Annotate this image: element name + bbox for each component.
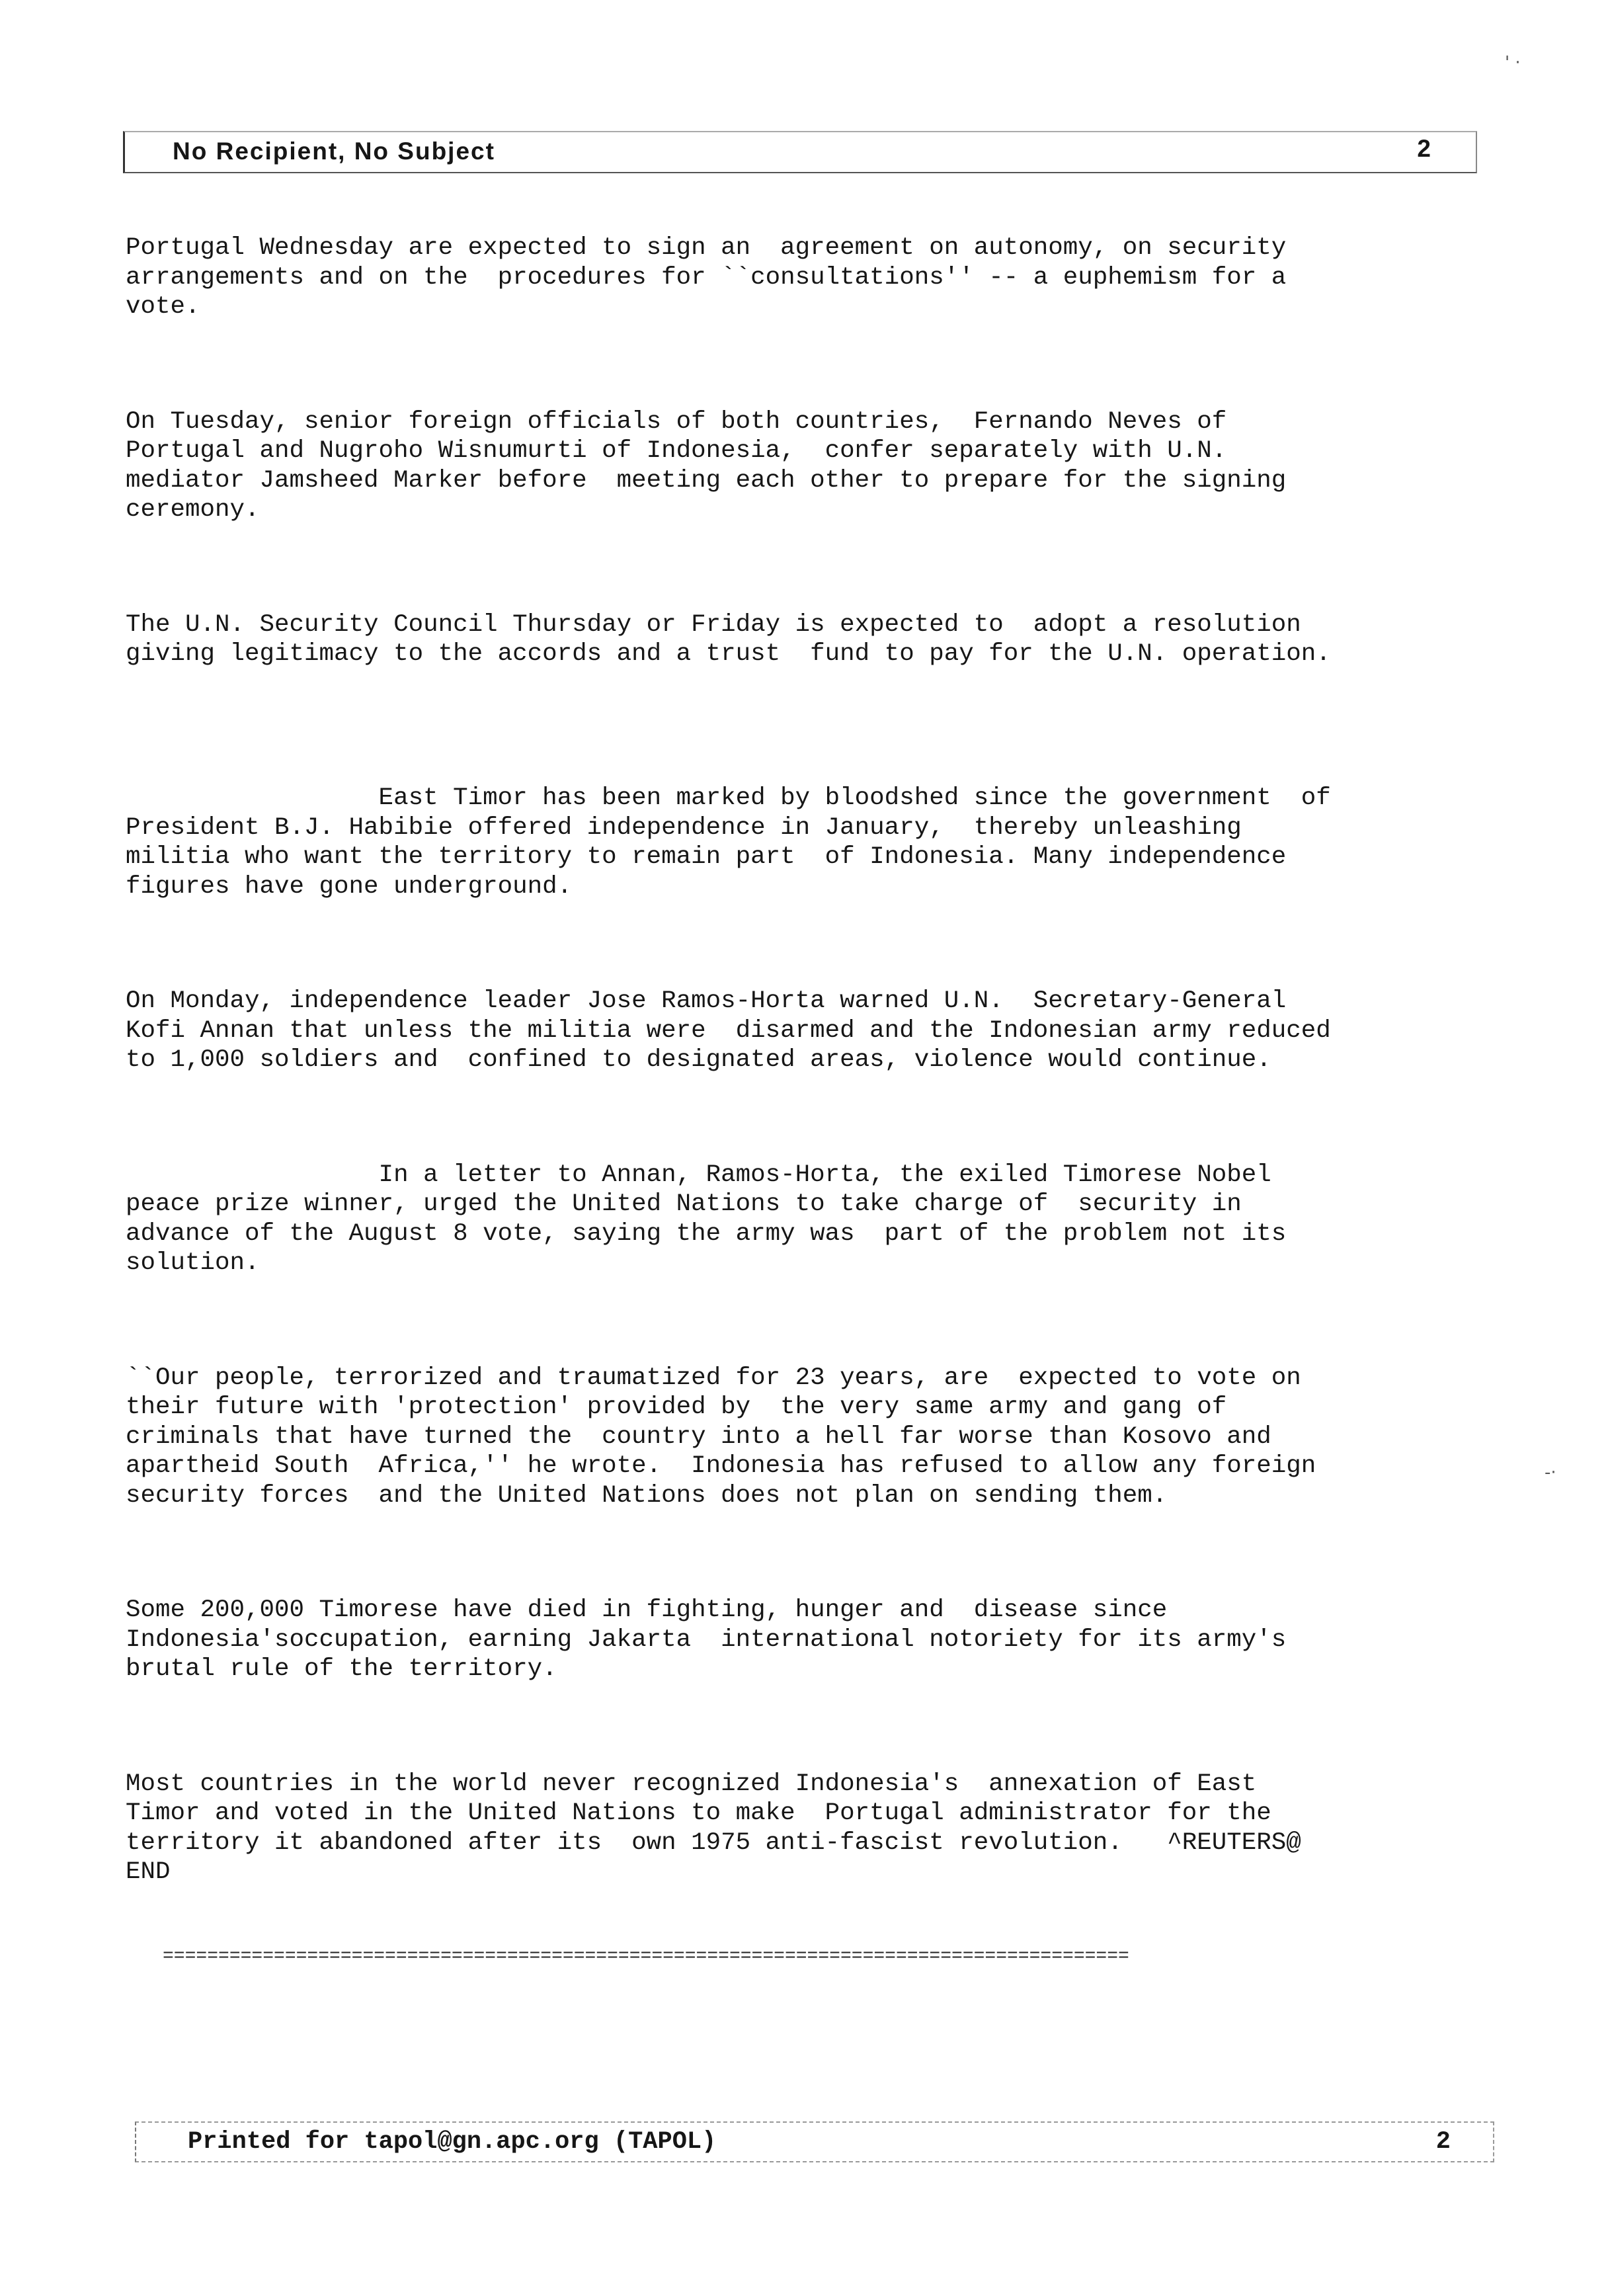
paragraph-7: ``Our people, terrorized and traumatized for 23 years, are expected to vote on their future with 'protection' provided by the very same army and gang of criminals that have turned the country into a hell far worse than Kosovo and apartheid South Africa,'' he wrote. Indonesia has refused to allow any foreign security forces and the United Nations does not plan on sending them. xyxy=(126,1364,1316,1510)
paragraph-8: Some 200,000 Timorese have died in fighting, hunger and disease since Indonesia'soccupation, earning Jakarta international notoriety for its army's brutal rule of the territory. xyxy=(126,1596,1287,1683)
paragraph-5: On Monday, independence leader Jose Ramos-Horta warned U.N. Secretary-General Kofi Annan that unless the militia were disarmed and the Indonesian army reduced to 1,000 soldiers and confined to designated areas, violence would continue. xyxy=(126,987,1331,1074)
separator-line: ======================================================================================= xyxy=(163,1946,1129,1967)
page-header xyxy=(123,131,1477,173)
article-body xyxy=(126,175,1488,1995)
paragraph-4: East Timor has been marked by bloodshed since the government of President B.J. Habibie offered independence in January, thereby unleashing militia who want the territory to remain part of Indonesia. Many independence figures have gone underground. xyxy=(126,784,1331,901)
header-title: No Recipient, No Subject xyxy=(173,138,495,165)
scan-speck-icon: ' · xyxy=(1505,53,1521,73)
paragraph-1: Portugal Wednesday are expected to sign an agreement on autonomy, on security arrangements and on the procedures for ``consultations'' -- a euphemism for a vote. xyxy=(126,234,1287,321)
scan-speck-icon: -· xyxy=(1545,1463,1556,1483)
paragraph-6: In a letter to Annan, Ramos-Horta, the exiled Timorese Nobel peace prize winner, urged the United Nations to take charge of security in advance of the August 8 vote, saying the army was part of the problem not its solution. xyxy=(126,1161,1287,1277)
page-footer xyxy=(135,2121,1494,2162)
header-page-number: 2 xyxy=(1417,135,1431,162)
footer-page-number: 2 xyxy=(1435,2128,1451,2156)
paragraph-9: Most countries in the world never recognized Indonesia's annexation of East Timor and voted in the United Nations to make Portugal administrator for the territory it abandoned after its own 1975 anti-fascist revolution. ^REUTERS@ END xyxy=(126,1770,1301,1886)
paragraph-2: On Tuesday, senior foreign officials of both countries, Fernando Neves of Portugal and Nugroho Wisnumurti of Indonesia, confer separately with U.N. mediator Jamsheed Marker before meeting each other to prepare for the signing ceremony. xyxy=(126,407,1287,524)
footer-printed-for: Printed for tapol@gn.apc.org (TAPOL) xyxy=(188,2128,717,2156)
paragraph-3: The U.N. Security Council Thursday or Friday is expected to adopt a resolution giving legitimacy to the accords and a trust fund to pay for the U.N. operation. xyxy=(126,610,1331,668)
